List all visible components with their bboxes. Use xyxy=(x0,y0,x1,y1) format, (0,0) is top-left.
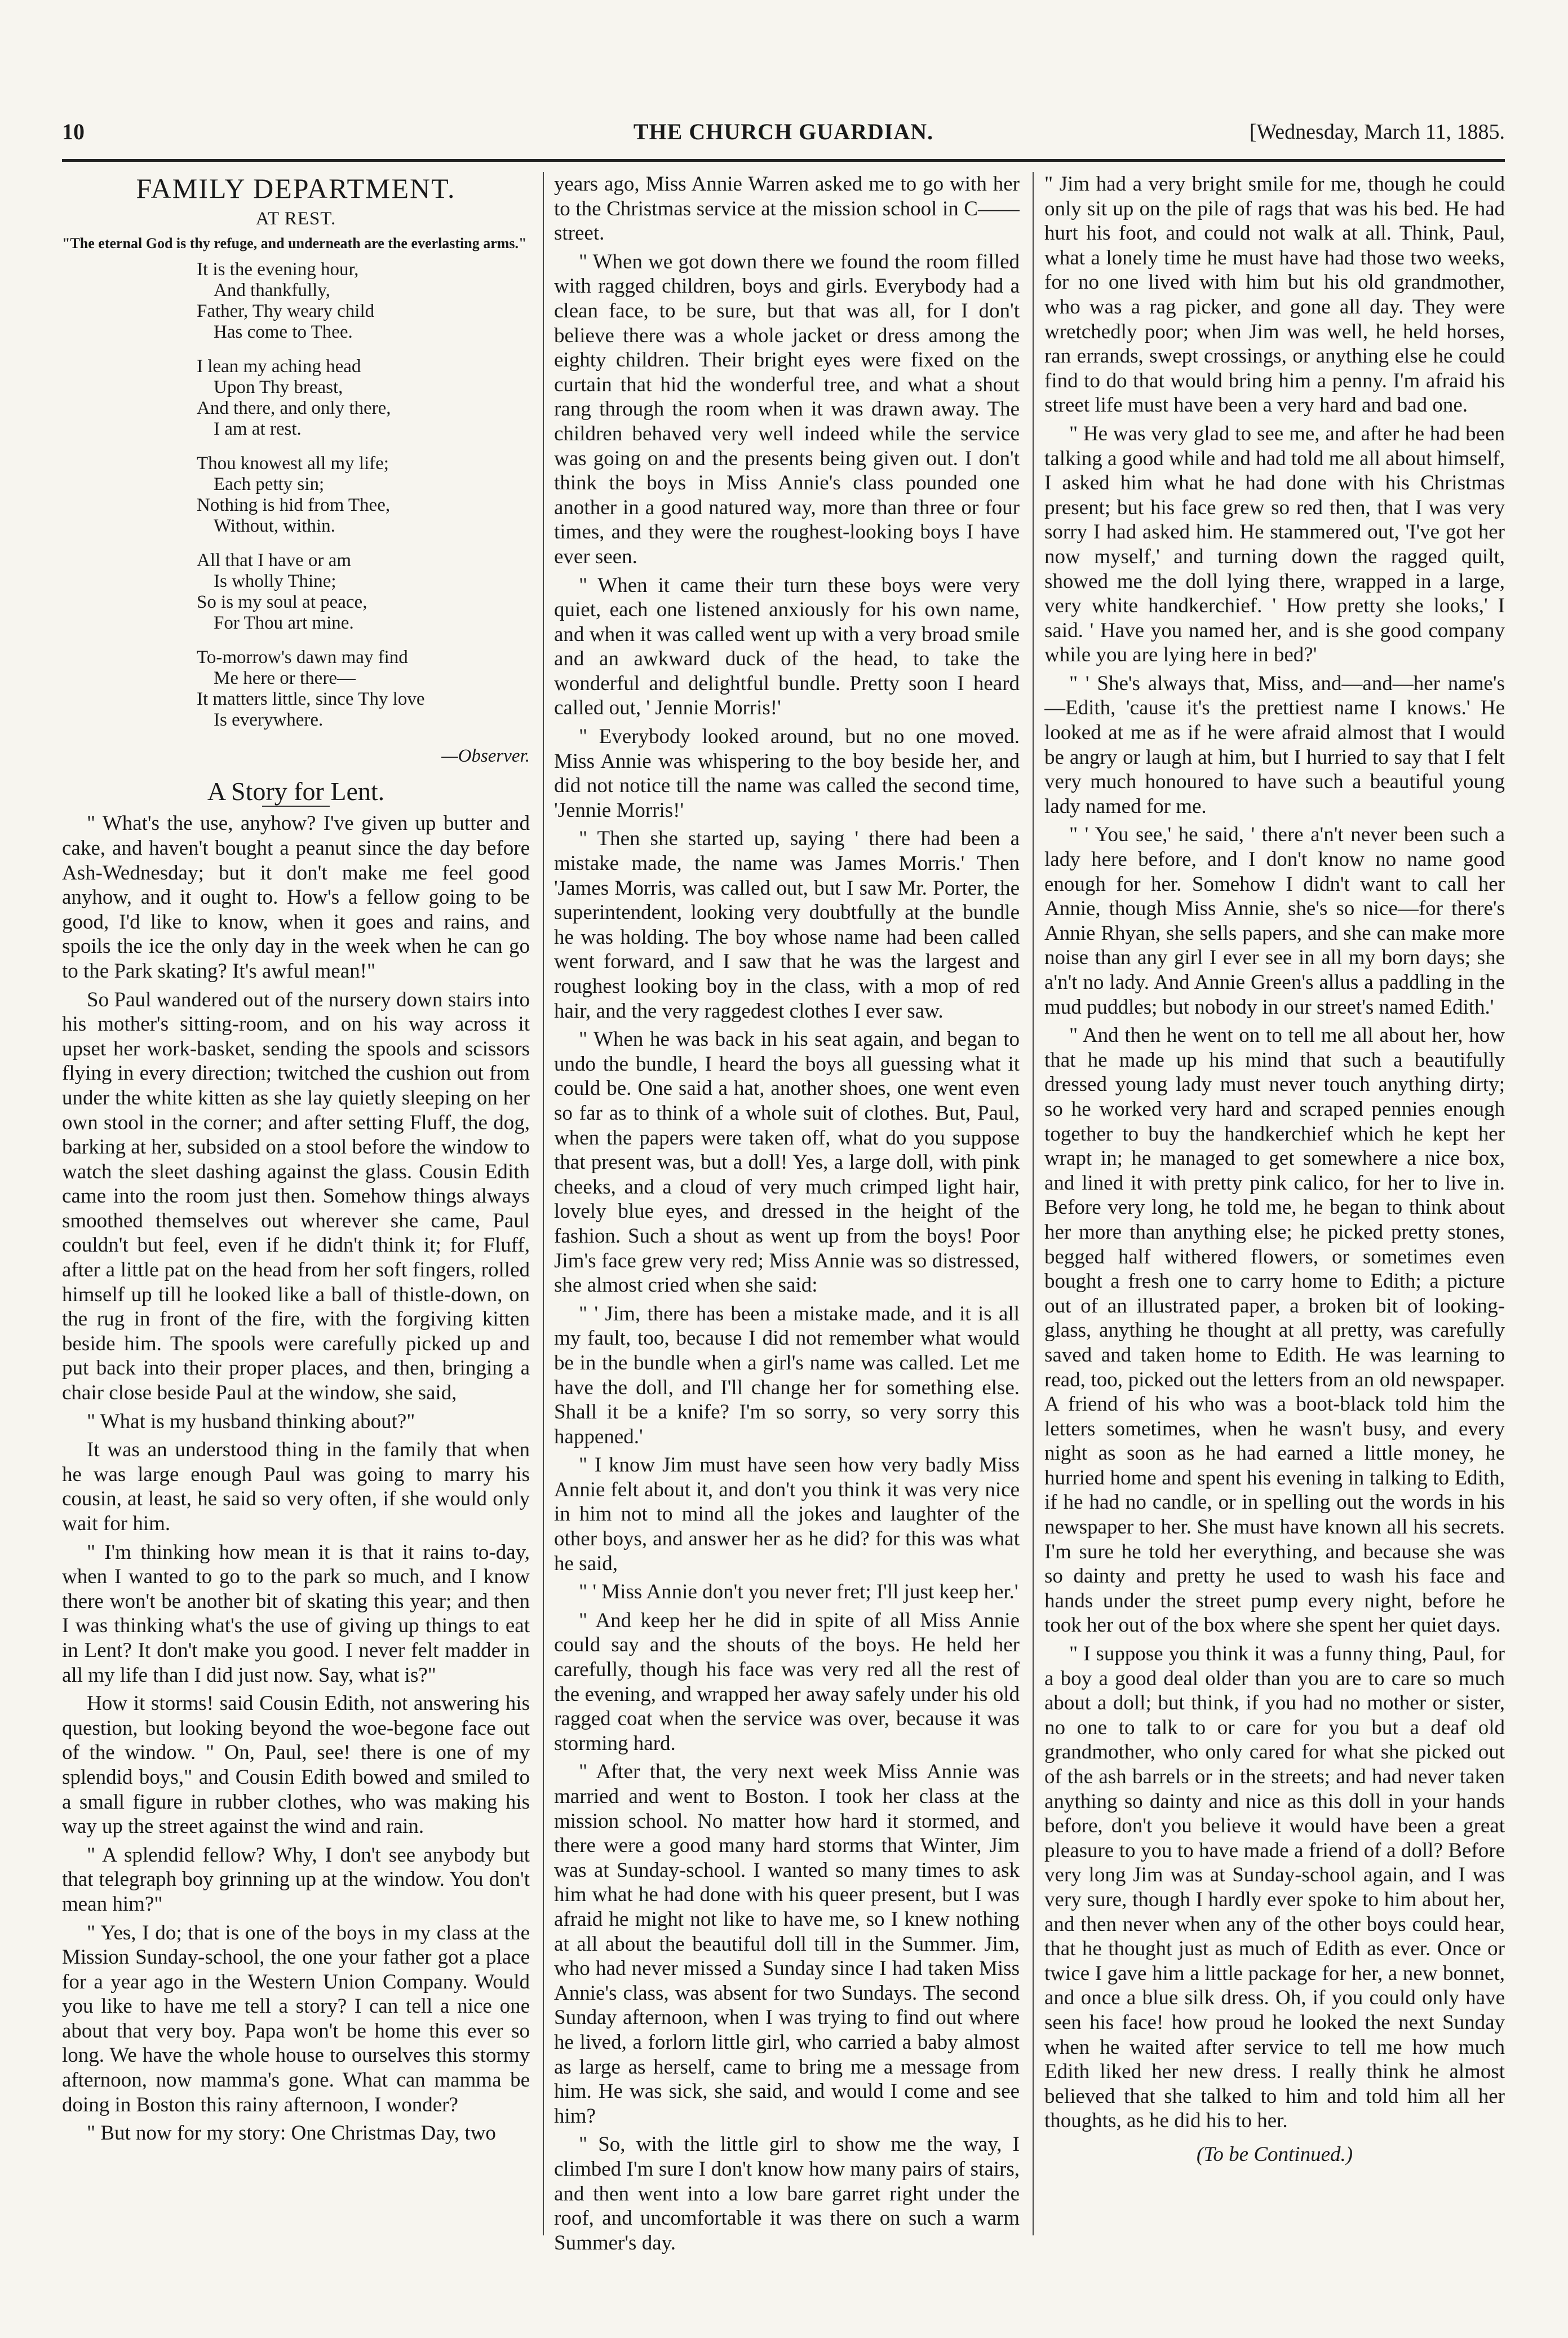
story-text xyxy=(554,172,1020,2255)
poem-line: It matters little, since Thy love xyxy=(197,689,425,710)
department-heading: FAMILY DEPARTMENT. xyxy=(136,173,456,204)
poem-line: To-morrow's dawn may find xyxy=(197,647,408,668)
paragraph: " So, with the little girl to show me the way, I climbed I'm sure I don't know how many pairs of stairs, and then went into a low bare garret right under the roof, and uncomfortable it was there on such a warm Summer's day. xyxy=(554,2133,1020,2255)
paragraph: " I know Jim must have seen how very badly Miss Annie felt about it, and don't you think it was very nice in him not to mind all the jokes and laughter of the other boys, and answer her as he did? for this was what he said, xyxy=(554,1453,1020,1575)
paragraph: " And then he went on to tell me all about her, how that he made up his mind that such a beautifully dressed young lady must never touch anything dirty; so he worked very hard and scraped pennies enough together to buy the handkerchief which he kept her wrapt in; he managed to get somewhere a nice box, and lined it with pretty pink calico, for her to live in. Before very long, he told me, he began to think about her more than anything else; he picked pretty stones, begged half withered flowers, or sometimes even bought a fresh one to carry home to Edith; a picture out of an illustrated paper, a broken bit of looking-glass, anything he thought at all pretty, was carefully saved and taken home to Edith. He was learning to read, too, picked out the letters from an old newspaper. A friend of his who was a boot-black told him the letters sometimes, when he wasn't busy, and every night as soon as he had earned a little money, he hurried home and spent his evening in talking to Edith, if he had no candle, or in spelling out the words in his newspaper to her. She must have known all his secrets. I'm sure he told her everything, and because she was so dainty and pretty he used to wash his face and hands under the street pump every night, before he took her out of the box where she spent her quiet days. xyxy=(1044,1024,1505,1637)
paragraph: " Everybody looked around, but no one moved. Miss Annie was whispering to the boy beside her, and did not notice till the name was called the second time, 'Jennie Morris!' xyxy=(554,725,1020,822)
masthead-rule xyxy=(62,159,1505,162)
paragraph: So Paul wandered out of the nursery down stairs into his mother's sitting-room, and on his way across it upset her work-basket, sending the spools and scissors flying in every direction; twitched the cushion out from under the white kitten as she lay quietly sleeping on her own stool in the corner; and after setting Fluff, the dog, barking at her, subsided on a stool before the window to watch the sleet dashing against the glass. Cousin Edith came into the room just then. Somehow things always smoothed themselves out wherever she came, Paul couldn't but feel, even if he didn't think it; for Fluff, after a little pat on the head from her soft fingers, rolled himself up till he looked like a ball of thistle-down, on the rug in front of the fire, with the forgiving kitten beside him. The spools were carefully picked up and put back into their proper places, and then, bringing a chair close beside Paul at the window, she said, xyxy=(62,988,530,1405)
column-1 xyxy=(62,172,530,2326)
poem-line: Upon Thy breast, xyxy=(214,377,343,398)
paragraph: " A splendid fellow? Why, I don't see anybody but that telegraph boy grinning up at the window. You don't mean him?" xyxy=(62,1843,530,1916)
poem-epigraph: "The eternal God is thy refuge, and underneath are the everlasting arms." xyxy=(62,235,527,252)
story-text xyxy=(62,811,530,2145)
paragraph: " And keep her he did in spite of all Miss Annie could say and the shouts of the boys. He held her carefully, though his face was very red all the rest of the evening, and wrapped her away safely under his old ragged coat when the service was over, because it was storming hard. xyxy=(554,1608,1020,1755)
poem-line: I am at rest. xyxy=(214,419,302,440)
story-title: A Story for Lent. xyxy=(207,776,385,806)
paragraph: How it storms! said Cousin Edith, not answering his question, but looking beyond the woe-begone face out of the window. " On, Paul, see! there is one of my splendid boys," and Cousin Edith bowed and smiled to a small figure in rubber clothes, who was making his way up the street against the wind and rain. xyxy=(62,1692,530,1838)
poem-line: Each petty sin; xyxy=(214,474,325,495)
poem-line: Has come to Thee. xyxy=(214,322,353,343)
poem-line: And thankfully, xyxy=(214,280,330,301)
paragraph: years ago, Miss Annie Warren asked me to go with her to the Christmas service at the mission school in C—— street. xyxy=(554,173,1020,245)
poem-line: For Thou art mine. xyxy=(214,613,354,634)
paragraph: " When we got down there we found the room filled with ragged children, boys and girls. Everybody had a clean face, to be sure, but that was all, for I don't believe there was a whole jacket or dress among the eighty children. Their bright eyes were fixed on the curtain that hid the wonderful tree, and what a shout rang through the room when it was drawn away. The children behaved very well indeed while the service was going on and the presents being given out. I don't think the boys in Miss Annie's class pounded one another in a good natured way, more than three or four times, and they were the roughest-looking boys I have ever seen. xyxy=(554,250,1020,568)
paragraph: " When it came their turn these boys were very quiet, each one listened anxiously for his own name, and when it was called went up with a very broad smile and an awkward duck of the head, to take the wonderful and delightful bundle. Pretty soon I heard called out, ' Jennie Morris!' xyxy=(554,573,1020,720)
paragraph: " I'm thinking how mean it is that it rains to-day, when I wanted to go to the park so much, and I know there won't be another bit of skating this year; and then I was thinking what's the use of giving up things to eat in Lent? It don't make you good. I never felt madder in all my life than I did just now. Say, what is?" xyxy=(62,1540,530,1687)
poem-line: Thou knowest all my life; xyxy=(197,453,389,474)
paragraph: " Then she started up, saying ' there had been a mistake made, the name was James Morris.' Then 'James Morris, was called out, but I saw Mr. Porter, the superintendent, looking very doubtfully at the bundle he was holding. The boy whose name had been called went forward, and I saw that he was the largest and roughest looking boy in the class, with a mop of red hair, and the very raggedest clothes I ever saw. xyxy=(554,827,1020,1023)
paragraph: " ' You see,' he said, ' there a'n't never been such a lady here before, and I don't know no name good enough for her. Somehow I didn't want to call her Annie, though Miss Annie, she's so nice—for there's Annie Rhyan, she sells papers, and she can make more noise than any girl I ever see in all my born days; she a'n't no lady. And Annie Green's allus a paddling in the mud puddles; but nobody in our street's named Edith.' xyxy=(1044,823,1505,1019)
paragraph: " Yes, I do; that is one of the boys in my class at the Mission Sunday-school, the one your father got a place for a year ago in the Western Union Company. Would you like to have me tell a story? I can tell a nice one about that very boy. Papa won't be home this ever so long. We have the whole house to ourselves this stormy afternoon, now mamma's gone. What can mamma be doing in Boston this rainy afternoon, I wonder? xyxy=(62,1921,530,2116)
paragraph: " ' Jim, there has been a mistake made, and it is all my fault, too, because I did not remember what would be in the bundle when a girl's name was called. Let me have the doll, and I'll change her for something else. Shall it be a knife? I'm so sorry, so very sorry this happened.' xyxy=(554,1302,1020,1448)
poem-line: It is the evening hour, xyxy=(197,259,359,280)
paragraph: " He was very glad to see me, and after he had been talking a good while and had told me all about himself, I asked him what he had done with his Christmas present; but his face grew so red then, that I was very sorry I had asked him. He stammered out, 'I've got her now myself,' and turning down the ragged quilt, showed me the doll lying there, wrapped in a large, very white handkerchief. ' How pretty she looks,' I said. ' Have you named her, and is she good company while you are lying here in bed?' xyxy=(1044,422,1505,667)
poem-attribution: —Observer. xyxy=(441,746,530,767)
paragraph: " But now for my story: One Christmas Day, two xyxy=(87,2122,496,2145)
paragraph: " ' Miss Annie don't you never fret; I'll just keep her.' xyxy=(579,1580,1018,1604)
poem-body xyxy=(62,259,530,731)
poem-stanza xyxy=(62,550,530,634)
story-text xyxy=(1044,172,1505,2133)
paragraph: It was an understood thing in the family that when he was large enough Paul was going to marry his cousin, at least, he said so very often, if she would only wait for him. xyxy=(62,1438,530,1535)
column-2 xyxy=(554,172,1020,2326)
paragraph: " After that, the very next week Miss Annie was married and went to Boston. I took her class at the mission school. No matter how hard it stormed, and there were a good many hard storms that Winter, Jim was at Sunday-school. I wanted so many times to ask him what he had done with his queer present, but I was afraid he might not like to have me, so I knew nothing at all about the beautiful doll till in the Summer. Jim, who had never missed a Sunday since I had taken Miss Annie's class, was absent for two Sundays. The second Sunday afternoon, when I was trying to find out where he lived, a forlorn little girl, who carried a baby almost as large as herself, came to bring me a message from him. He was sick, she said, and would I come and see him? xyxy=(554,1760,1020,2128)
poem-line: Is everywhere. xyxy=(214,710,324,731)
poem-line: All that I have or am xyxy=(197,550,351,571)
poem-stanza xyxy=(62,356,530,440)
poem-line: Father, Thy weary child xyxy=(197,301,375,322)
paragraph: " What is my husband thinking about?" xyxy=(87,1409,415,1433)
issue-date: [Wednesday, March 11, 1885. xyxy=(1249,120,1505,144)
paragraph: " ' She's always that, Miss, and—and—her name's—Edith, 'cause it's the prettiest name I knows.' He looked at me as if he were afraid almost that I would be angry or laugh at him, but I hurried to say that I felt very much honoured to have such a beautiful young lady named for me. xyxy=(1044,671,1505,818)
poem-title: AT REST. xyxy=(255,208,336,229)
page-number: 10 xyxy=(62,119,85,144)
poem-line: Is wholly Thine; xyxy=(214,571,336,592)
poem-line: Nothing is hid from Thee, xyxy=(197,495,391,516)
column-divider xyxy=(1033,172,1034,2235)
poem-line: Without, within. xyxy=(214,516,335,537)
poem-line: And there, and only there, xyxy=(197,398,391,419)
poem-line: So is my soul at peace, xyxy=(197,592,367,613)
title-rule xyxy=(262,806,330,807)
poem-stanza xyxy=(62,647,530,731)
paragraph: " I suppose you think it was a funny thing, Paul, for a boy a good deal older than you are to care so much about a doll; but think, if you had no mother or sister, no one to talk to or care for you but a deaf old grandmother, who only cared for what she picked out of the ash barrels or in the streets; and had never taken anything so dainty and nice as this doll in your hands before, don't you believe it would have been a great pleasure to you to have made a friend of a doll? Before very long Jim was at Sunday-school again, and I was very sure, though I hardly ever spoke to him about her, and then never when any of the other boys could hear, that he thought just as much of Edith as ever. Once or twice I gave him a little package for her, a new bonnet, and once a blue silk dress. Oh, if you could only have seen his face! how proud he looked the next Sunday when he waited after service to tell me how much Edith liked her new dress. I really think he almost believed that she talked to him and told him all her thoughts, as he did his to her. xyxy=(1044,1642,1505,2133)
paragraph: " When he was back in his seat again, and began to undo the bundle, I heard the boys all guessing what it could be. One said a hat, another shoes, one went even so far as to think of a whole suit of clothes. But, Paul, when the papers were taken off, what do you suppose that present was, but a doll! Yes, a large doll, with pink cheeks, and a cloud of very much crimped light hair, lovely blue eyes, and dressed in the height of the fashion. Such a shout as went up from the boys! Poor Jim's face grew very red; Miss Annie was so distressed, she almost cried when she said: xyxy=(554,1028,1020,1297)
column-divider xyxy=(543,172,544,2235)
poem-line: Me here or there— xyxy=(214,668,356,689)
continued-note: (To be Continued.) xyxy=(1196,2142,1353,2166)
masthead xyxy=(62,116,1505,148)
paragraph: " What's the use, anyhow? I've given up butter and cake, and haven't bought a peanut since the day before Ash-Wednesday; but it don't make me feel good anyhow, and it ought to. How's a fellow going to be good, I'd like to know, when it goes and rains, and spoils the ice the only day in the week when he can go to the Park skating? It's awful mean!" xyxy=(62,812,530,983)
poem-stanza xyxy=(62,259,530,343)
poem-stanza xyxy=(62,453,530,537)
column-3 xyxy=(1044,172,1505,2326)
poem-line: I lean my aching head xyxy=(197,356,361,377)
publication-title: THE CHURCH GUARDIAN. xyxy=(633,119,934,144)
paragraph: " Jim had a very bright smile for me, though he could only sit up on the pile of rags that was his bed. He had hurt his foot, and could not walk at all. Think, Paul, what a lonely time he must have had those two weeks, for no one lived with him but his old grandmother, who was a rag picker, and gone all day. They were wretchedly poor; when Jim was well, he held horses, ran errands, swept crossings, or anything else he could find to do that would bring him a penny. I'm afraid his street life must have been a very hard and bad one. xyxy=(1044,173,1505,417)
